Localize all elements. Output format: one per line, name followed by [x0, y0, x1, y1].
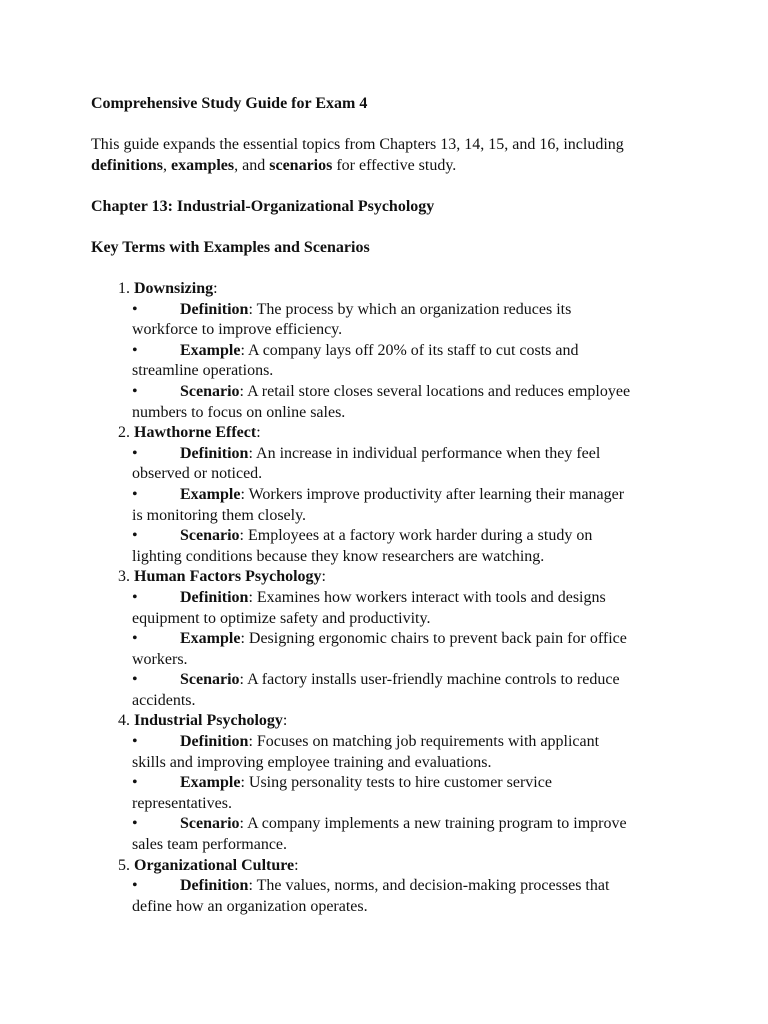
bullet-label: Definition: [180, 877, 249, 895]
bullet-line-2: sales team performance.: [132, 836, 288, 854]
bullet-item: [118, 526, 718, 567]
bullet-line-2: is monitoring them closely.: [132, 506, 307, 524]
bullet-line-2: workers.: [132, 650, 188, 668]
bullet-item: [118, 814, 718, 855]
bullet-label: Scenario: [180, 671, 240, 689]
term-number: 1.: [118, 280, 134, 297]
term-number: 4.: [118, 712, 134, 730]
term-number: 5.: [118, 856, 134, 874]
bullet-line-2: accidents.: [132, 691, 196, 709]
intro-paragraph: [91, 135, 624, 176]
bullet-item: [118, 732, 718, 773]
intro-bold-scenarios: scenarios: [269, 156, 333, 174]
bullet-item: [118, 588, 718, 629]
term-name: Human Factors Psychology: [134, 568, 322, 586]
term-colon: :: [256, 424, 261, 442]
list-item-term: [118, 279, 718, 423]
bullet-item: [118, 300, 718, 341]
bullet-line-1: [132, 444, 718, 465]
document-title: Comprehensive Study Guide for Exam 4: [91, 95, 368, 112]
bullet-line-2: observed or noticed.: [132, 465, 263, 483]
bullet-item: [118, 876, 718, 917]
bullet-label: Definition: [180, 300, 249, 318]
bullet-line-1: [132, 526, 718, 547]
term-number: 3.: [118, 568, 134, 586]
bullet-label: Scenario: [180, 527, 240, 545]
bullet-icon: •: [132, 774, 138, 792]
intro-bold-definitions: definitions: [91, 156, 164, 174]
bullet-label: Scenario: [180, 815, 240, 833]
term-heading: [118, 423, 718, 444]
bullet-line-1: [132, 876, 718, 897]
bullet-line-2: representatives.: [132, 794, 232, 812]
bullet-text: : Using personality tests to hire customer service: [240, 774, 552, 792]
list-item-term: [118, 423, 718, 567]
bullet-line-2: define how an organization operates.: [132, 897, 368, 915]
bullet-label: Example: [180, 485, 241, 503]
bullet-line-1: [132, 300, 718, 321]
term-heading: [118, 856, 718, 877]
bullet-icon: •: [132, 527, 138, 545]
bullet-text: : Examines how workers interact with tools and designs: [248, 588, 606, 606]
bullet-label: Definition: [180, 444, 249, 462]
bullet-item: [118, 444, 718, 485]
bullet-icon: •: [132, 877, 138, 895]
bullet-line-1: [132, 485, 718, 506]
bullet-text: : The process by which an organization reduces its: [248, 300, 572, 318]
intro-tail: for effective study.: [332, 156, 457, 174]
bullet-text: : Designing ergonomic chairs to prevent back pain for office: [240, 630, 627, 648]
bullet-icon: •: [132, 341, 138, 359]
bullet-item: [118, 629, 718, 670]
bullet-text: : A factory installs user-friendly machine controls to reduce: [239, 671, 620, 689]
bullet-label: Example: [180, 774, 241, 792]
list-item-term: [118, 711, 718, 855]
list-item-term: [118, 567, 718, 711]
term-heading: [118, 711, 718, 732]
bullet-text: : Workers improve productivity after learning their manager: [240, 485, 625, 503]
bullet-line-1: [132, 382, 718, 403]
bullet-icon: •: [132, 588, 138, 606]
bullet-label: Scenario: [180, 382, 240, 400]
bullet-text: : A company implements a new training program to improve: [239, 815, 627, 833]
bullet-icon: •: [132, 444, 138, 462]
bullet-line-2: equipment to optimize safety and productivity.: [132, 609, 431, 627]
bullet-item: [118, 341, 718, 382]
term-colon: :: [294, 856, 299, 874]
bullet-text: : The values, norms, and decision-making processes that: [248, 877, 610, 895]
bullet-line-2: lighting conditions because they know researchers are watching.: [132, 547, 545, 565]
bullet-line-1: [132, 814, 718, 835]
bullet-line-2: numbers to focus on online sales.: [132, 403, 346, 421]
bullet-label: Definition: [180, 588, 249, 606]
bullet-text: : Employees at a factory work harder during a study on: [239, 527, 593, 545]
term-heading: [118, 567, 718, 588]
bullet-icon: •: [132, 485, 138, 503]
bullet-item: [118, 485, 718, 526]
term-name: Industrial Psychology: [134, 712, 283, 730]
term-colon: :: [321, 568, 326, 586]
bullet-text: : A retail store closes several locations and reduces employee: [239, 382, 631, 400]
bullet-icon: •: [132, 815, 138, 833]
bullet-icon: •: [132, 630, 138, 648]
bullet-icon: •: [132, 733, 138, 751]
bullet-line-1: [132, 629, 718, 650]
term-colon: :: [213, 280, 218, 297]
bullet-icon: •: [132, 382, 138, 400]
intro-bold-examples: examples: [171, 156, 235, 174]
bullet-line-1: [132, 670, 718, 691]
bullet-item: [118, 773, 718, 814]
bullet-label: Example: [180, 341, 241, 359]
bullet-label: Example: [180, 630, 241, 648]
key-terms-list: [118, 279, 718, 917]
chapter-heading: Chapter 13: Industrial-Organizational Psychology: [91, 198, 435, 215]
bullet-icon: •: [132, 300, 138, 318]
bullet-icon: •: [132, 671, 138, 689]
term-colon: :: [282, 712, 288, 730]
term-name: Organizational Culture: [134, 856, 295, 874]
bullet-line-1: [132, 773, 718, 794]
intro-sep-1: ,: [163, 156, 172, 174]
section-heading: Key Terms with Examples and Scenarios: [91, 239, 370, 256]
bullet-line-1: [132, 341, 718, 362]
bullet-line-2: streamline operations.: [132, 362, 274, 380]
list-item-term: [118, 856, 718, 918]
bullet-line-1: [132, 732, 718, 753]
intro-line-2: [91, 156, 624, 177]
term-heading: [118, 279, 718, 300]
bullet-label: Definition: [180, 733, 249, 751]
bullet-line-1: [132, 588, 718, 609]
term-name: Downsizing: [134, 280, 214, 297]
bullet-text: : A company lays off 20% of its staff to cut costs and: [240, 341, 579, 359]
intro-line-1: This guide expands the essential topics from Chapters 13, 14, 15, and 16, including: [91, 136, 624, 153]
bullet-text: : Focuses on matching job requirements with applicant: [248, 733, 600, 751]
bullet-item: [118, 670, 718, 711]
term-name: Hawthorne Effect: [134, 424, 257, 442]
bullet-line-2: skills and improving employee training and evaluations.: [132, 753, 492, 771]
intro-sep-2: , and: [234, 156, 270, 174]
term-number: 2.: [118, 424, 134, 442]
bullet-text: : An increase in individual performance when they feel: [248, 444, 601, 462]
bullet-item: [118, 382, 718, 423]
bullet-line-2: workforce to improve efficiency.: [132, 321, 343, 339]
